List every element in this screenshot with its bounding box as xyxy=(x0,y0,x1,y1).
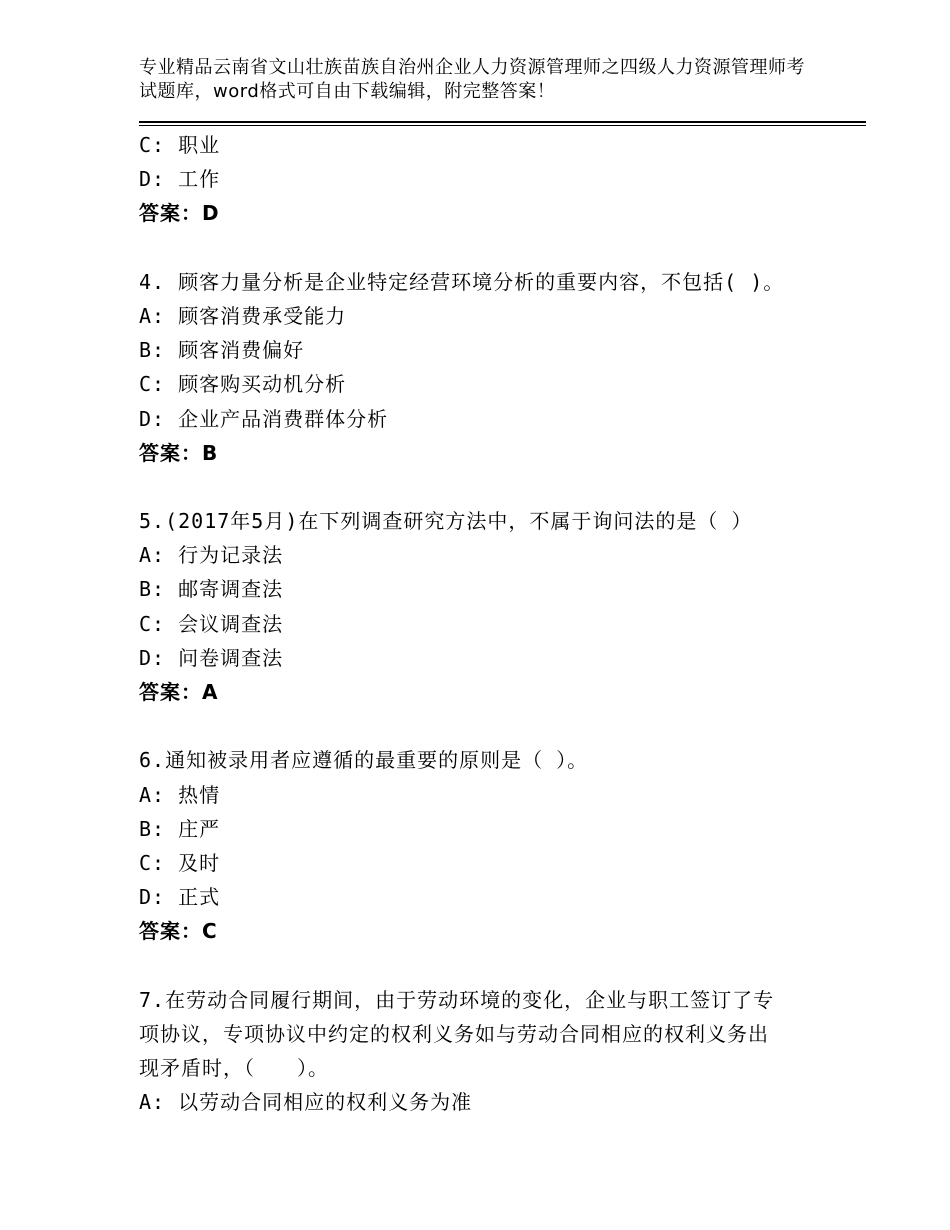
answer: 答案：A xyxy=(139,680,219,704)
option-c: C: 职业 xyxy=(139,133,221,157)
header-rule-thick xyxy=(139,121,866,123)
option-a: A: 热情 xyxy=(139,782,221,807)
option-d: D: 企业产品消费群体分析 xyxy=(139,406,389,431)
option-b: B: 庄严 xyxy=(139,816,221,841)
question-3-tail xyxy=(139,128,829,231)
question-list xyxy=(139,128,829,1119)
question-7 xyxy=(139,983,829,1120)
header-title-line-2: 试题库，word格式可自由下载编辑，附完整答案！ xyxy=(139,81,556,102)
option-d: D: 工作 xyxy=(139,167,221,192)
question-stem: 5.(2017年5月)在下列调查研究方法中，不属于询问法的是（ ） xyxy=(139,509,753,534)
option-a: A: 以劳动合同相应的权利义务为准 xyxy=(139,1090,473,1115)
question-stem-line-1: 7.在劳动合同履行期间，由于劳动环境的变化，企业与职工签订了专 xyxy=(139,987,775,1012)
answer: 答案：D xyxy=(139,201,220,226)
option-c: C: 会议调查法 xyxy=(139,611,284,636)
question-stem-line-2: 项协议，专项协议中约定的权利义务如与劳动合同相应的权利义务出 xyxy=(139,1021,769,1046)
option-c: C: 顾客购买动机分析 xyxy=(139,372,347,397)
option-b: B: 顾客消费偏好 xyxy=(139,338,305,363)
option-c: C: 及时 xyxy=(139,850,221,875)
spacer xyxy=(139,470,829,504)
option-d: D: 问卷调查法 xyxy=(139,645,284,670)
question-stem: 6.通知被录用者应遵循的最重要的原则是（ ）。 xyxy=(139,748,589,773)
question-stem-line-3: 现矛盾时，（ ）。 xyxy=(139,1056,329,1081)
header-title-line-1: 专业精品云南省文山壮族苗族自治州企业人力资源管理师之四级人力资源管理师考 xyxy=(139,57,805,78)
option-d: D: 正式 xyxy=(139,885,221,910)
spacer xyxy=(139,709,829,743)
question-6 xyxy=(139,743,829,948)
answer: 答案：C xyxy=(139,919,218,944)
question-4 xyxy=(139,265,829,470)
question-stem: 4. 顾客力量分析是企业特定经营环境分析的重要内容，不包括( )。 xyxy=(139,269,785,294)
page-header xyxy=(139,56,839,104)
answer: 答案：B xyxy=(139,440,219,465)
spacer xyxy=(139,949,829,983)
question-5 xyxy=(139,504,829,709)
option-a: A: 顾客消费承受能力 xyxy=(139,303,347,328)
option-b: B: 邮寄调查法 xyxy=(139,577,284,602)
spacer xyxy=(139,231,829,265)
header-rule-thin xyxy=(139,125,866,126)
option-a: A: 行为记录法 xyxy=(139,543,284,568)
